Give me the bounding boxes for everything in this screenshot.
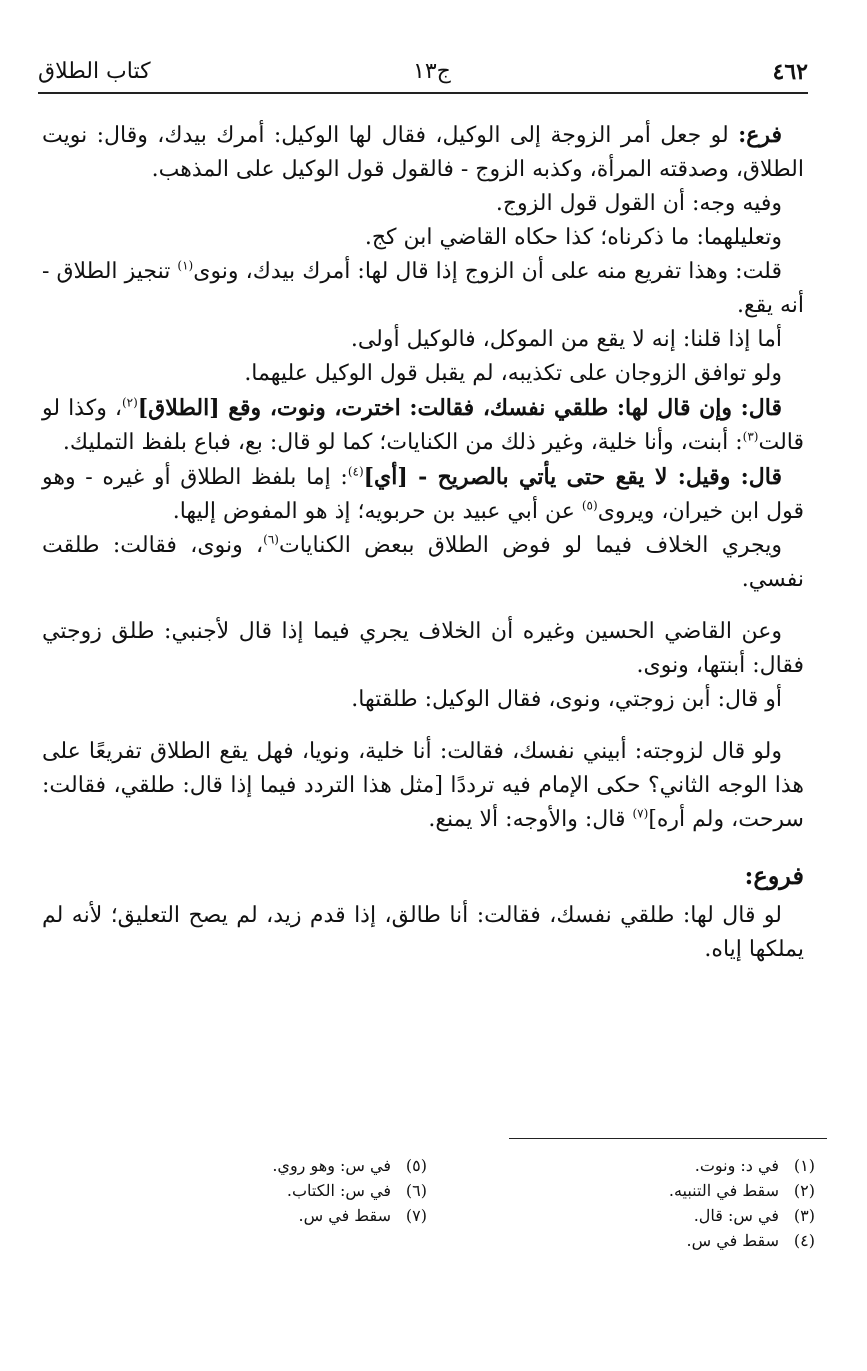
footnote-text: سقط في س. xyxy=(298,1206,391,1225)
paragraph-text: قلت: وهذا تفريع منه على أن الزوج إذا قال لها: أمرك بيدك، ونوى xyxy=(193,259,782,284)
paragraph-text: : أبنت، وأنا خلية، وغير ذلك من الكنايات؛ كما لو قال: بع، فباع بلفظ التمليك. xyxy=(62,430,743,455)
footnote-ref[interactable]: (٤) xyxy=(347,464,364,479)
footnote xyxy=(107,1178,427,1203)
paragraph: وفيه وجه: أن القول قول الزوج. xyxy=(495,191,782,216)
footnote-divider xyxy=(509,1138,827,1139)
paragraph-text: ولو قال لزوجته: أبيني نفسك، فقالت: أنا خلية، ونويا، فهل يقع الطلاق تفريعًا على هذا الوجه الثاني؟ حكى الإمام فيه ترددًا [مثل هذا التردد فيما إذا قال: طلقي، فقالت: سرحت، ولم أره] xyxy=(42,739,804,832)
footnote-text: في د: ونوت. xyxy=(694,1156,779,1175)
footnote-number: (٧) xyxy=(405,1206,427,1225)
footnote-number: (٥) xyxy=(405,1156,427,1175)
footnote xyxy=(495,1228,815,1253)
footnote-ref[interactable]: (٣) xyxy=(742,429,759,444)
footnote-number: (٢) xyxy=(793,1181,815,1200)
paragraph-text: : إما بلفظ الطلاق أو غيره - وهو قول ابن خيران، ويروى xyxy=(42,465,804,524)
running-header xyxy=(38,52,808,94)
paragraph-text: ، ونوى، فقالت: طلقت نفسي. xyxy=(42,533,804,592)
volume-label: ج١٣ xyxy=(413,59,451,84)
paragraph: أما إذا قلنا: إنه لا يقع من الموكل، فالوكيل أولى. xyxy=(350,327,782,352)
footnote-number: (٤) xyxy=(793,1231,815,1250)
paragraph-text: ، وكذا لو قالت xyxy=(42,396,804,455)
footnote-text: في س: وهو روي. xyxy=(272,1156,391,1175)
paragraph: ولو توافق الزوجان على تكذيبه، لم يقبل قول الوكيل عليهما. xyxy=(244,361,782,386)
paragraph-lead: قال: وإن قال لها: طلقي نفسك، فقالت: اخترت، ونوت، وقع [الطلاق] xyxy=(137,395,783,421)
paragraph-text: ويجري الخلاف فيما لو فوض الطلاق ببعض الكنايات xyxy=(278,533,782,558)
footnote-ref[interactable]: (٧) xyxy=(632,806,649,821)
footnote-text: في س: قال. xyxy=(693,1206,779,1225)
paragraph-lead: فرع: xyxy=(738,122,782,148)
footnote xyxy=(495,1153,815,1178)
footnote-number: (١) xyxy=(793,1156,815,1175)
page-number: ٤٦٢ xyxy=(772,59,808,85)
footnote xyxy=(107,1153,427,1178)
footnotes-column-left xyxy=(107,1153,427,1228)
paragraph: لو قال لها: طلقي نفسك، فقالت: أنا طالق، إذا قدم زيد، لم يصح التعليق؛ لأنه لم يملكها إياه. xyxy=(42,903,804,962)
footnote xyxy=(107,1203,427,1228)
footnote-number: (٣) xyxy=(793,1206,815,1225)
footnote-number: (٦) xyxy=(405,1181,427,1200)
footnotes-column-right xyxy=(495,1153,815,1253)
footnote-text: سقط في التنبيه. xyxy=(668,1181,779,1200)
paragraph xyxy=(42,255,804,323)
paragraph: وتعليلهما: ما ذكرناه؛ كذا حكاه القاضي ابن كج. xyxy=(364,225,782,250)
footnote xyxy=(495,1203,815,1228)
paragraph xyxy=(42,735,804,837)
footnote-ref[interactable]: (٥) xyxy=(581,498,598,513)
paragraph xyxy=(42,391,804,460)
paragraph xyxy=(42,118,804,187)
paragraph xyxy=(42,460,804,529)
paragraph: أو قال: أبن زوجتي، ونوى، فقال الوكيل: طلقتها. xyxy=(351,687,782,712)
footnote-ref[interactable]: (١) xyxy=(177,258,194,273)
paragraph-lead: قال: وقيل: لا يقع حتى يأتي بالصريح - [أي] xyxy=(363,464,782,490)
footnote-ref[interactable]: (٢) xyxy=(121,395,138,410)
paragraph: وعن القاضي الحسين وغيره أن الخلاف يجري فيما إذا قال لأجنبي: طلق زوجتي فقال: أبنتها، ونوى. xyxy=(42,619,804,678)
section-heading: فروع: xyxy=(744,861,804,890)
paragraph-text: عن أبي عبيد بن حربويه؛ إذ هو المفوض إليها. xyxy=(172,499,582,524)
paragraph-text: قال: والأوجه: ألا يمنع. xyxy=(428,807,633,832)
paragraph-text: تنجيز الطلاق - أنه يقع. xyxy=(42,259,804,318)
footnote-text: في س: الكتاب. xyxy=(286,1181,391,1200)
book-title: كتاب الطلاق xyxy=(38,59,151,84)
footnote-ref[interactable]: (٦) xyxy=(263,532,279,547)
footnote xyxy=(495,1178,815,1203)
paragraph xyxy=(42,529,804,597)
paragraph-text: لو جعل أمر الزوجة إلى الوكيل، فقال لها الوكيل: أمرك بيدك، وقال: نويت الطلاق، وصدقته المرأة، وكذبه الزوج - فالقول قول الوكيل على المذهب. xyxy=(42,123,804,182)
footnote-text: سقط في س. xyxy=(686,1231,779,1250)
main-text xyxy=(42,118,804,967)
